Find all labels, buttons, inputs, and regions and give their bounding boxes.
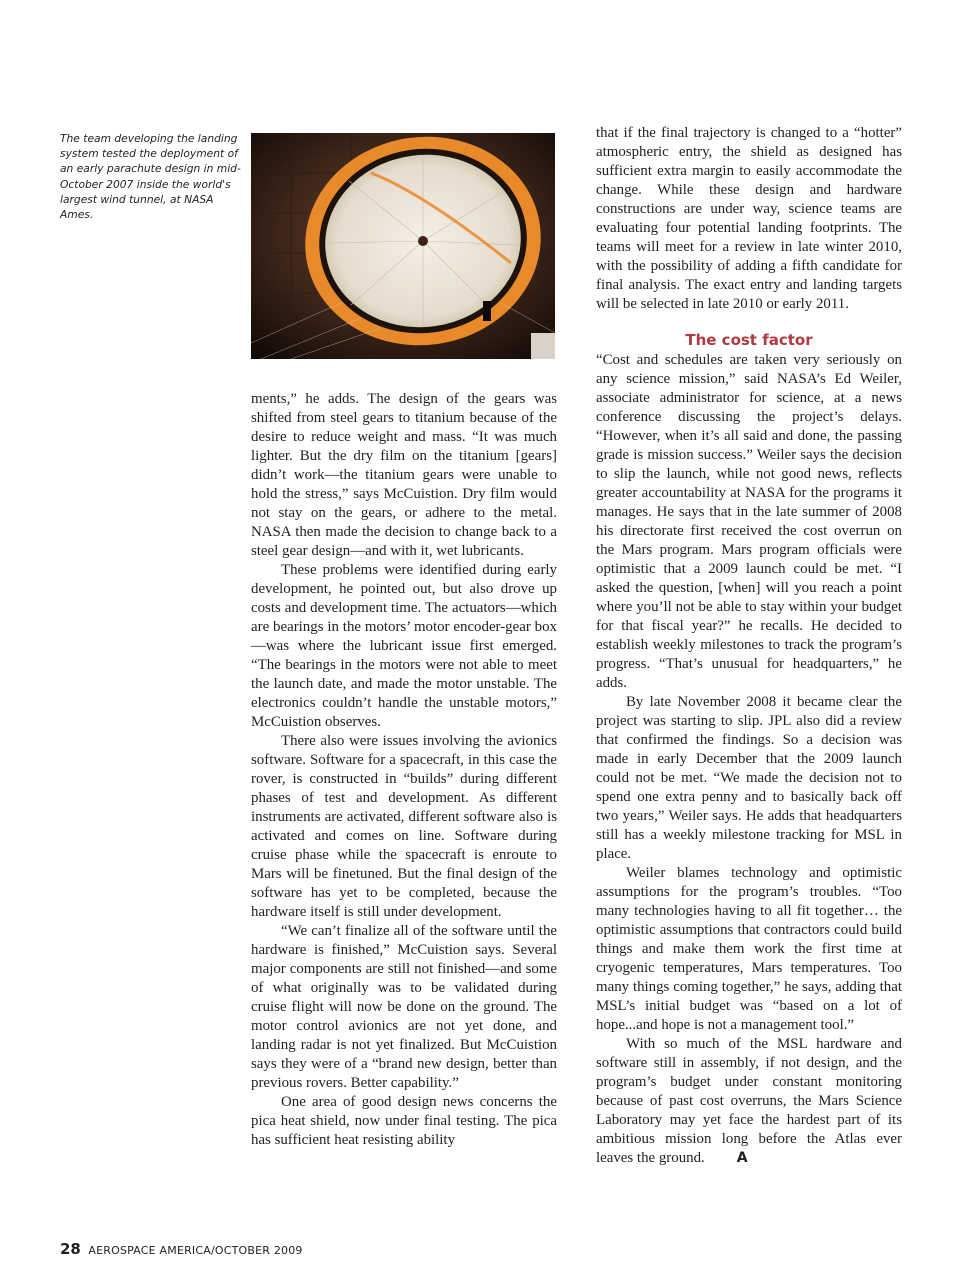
paragraph: One area of good design news concerns the pica heat shield, now under final testing. The pica has sufficient heat resisting ability: [251, 1094, 557, 1148]
paragraph: “We can’t finalize all of the software until the hardware is finished,” McCuistion says. Several major components are still not finished—and some of what originally was to be validated during cruise flight will now be done on the ground. The motor control avionics are not yet done, and landing radar is not yet finalized. But McCuistion says they were of a “brand new design, better than previous rovers. Better capability.”: [251, 923, 557, 1091]
paragraph: that if the final trajectory is changed to a “hotter” atmospheric entry, the shield as designed has sufficient extra margin to easily accommodate the change. While these design and hardware constructions are under way, science teams are evaluating four potential landing footprints. The teams will meet for a review in late winter 2010, with the possibility of adding a fifth candidate for final analysis. The exact entry and landing targets will be selected in late 2010 or early 2011.: [596, 125, 902, 312]
paragraph-final-text: With so much of the MSL hardware and software still in assembly, if not design, and the program’s budget under constant monitoring because of past cost overruns, the Mars Science Laboratory may yet face the hardest part of its ambitious mission long before the Atlas ever leaves the ground.: [596, 1036, 902, 1166]
paragraph-final: [596, 1035, 902, 1168]
paragraph: “Cost and schedules are taken very seriously on any science mission,” said NASA’s Ed Weiler, associate administrator for science, at a news conference discussing the project’s delays. “However, when it’s all said and done, the passing grade is mission success.” Weiler says the decision to slip the launch, while not good news, reflects greater accountability at NASA for the programs it manages. He says that in the late summer of 2008 his directorate first received the cost overrun on the Mars program. Mars program officials were optimistic that a 2009 launch could be met. “I asked the question, [when] will you reach a point where you’ll not be able to stay within your budget for that fiscal year?” he recalls. He decided to establish weekly milestones to track the program’s progress. “That’s unusual for headquarters,” he adds.: [596, 352, 902, 691]
paragraph: These problems were identified during early development, he pointed out, but also drove up costs and development time. The actuators—which are bearings in the motors’ motor encoder-gear box—was where the lubricant issue first emerged. “The bearings in the motors were not able to meet the launch date, and made the motor unstable. The electronics couldn’t handle the unstable motors,” McCuistion observes.: [251, 562, 557, 730]
paragraph: By late November 2008 it became clear the project was starting to slip. JPL also did a review that confirmed the findings. So a decision was made in early December that the 2009 launch could not be met. “We made the decision not to spend one extra penny and to basically back off two years,” Weiler says. He adds that headquarters still has a weekly milestone tracking for MSL in place.: [596, 694, 902, 862]
paragraph: There also were issues involving the avionics software. Software for a spacecraft, in this case the rover, is constructed in “builds” during different phases of test and development. As different instruments are activated, different software also is activated and comes on line. Software during cruise phase while the spacecraft is enroute to Mars will be finetuned. But the final design of the software has yet to be completed, because the hardware itself is still under development.: [251, 733, 557, 920]
article-column-right: [596, 124, 902, 1168]
paragraph: ments,” he adds. The design of the gears was shifted from steel gears to titanium because of the desire to reduce weight and mass. “It was much lighter. But the dry film on the titanium [gears] didn’t work—the titanium gears were unable to hold the stress,” says McCuistion. Dry film would not stay on the gears, or adhere to the metal. NASA then made the decision to change back to a steel gear design—and with it, wet lubricants.: [251, 391, 557, 559]
page-footer: [60, 1240, 303, 1258]
publication-name: AEROSPACE AMERICA/OCTOBER 2009: [88, 1244, 303, 1257]
page-number: 28: [60, 1240, 81, 1258]
parachute-photo: [251, 133, 555, 359]
end-mark-icon: A: [736, 1150, 748, 1166]
figure-caption: The team developing the landing system tested the deployment of an early parachute design in mid-October 2007 inside the world's largest wind tunnel, at NASA Ames.: [60, 132, 241, 222]
paragraph: Weiler blames technology and optimistic assumptions for the program’s troubles. “Too many technologies having to all fit together… the optimistic assumptions that contractors could build things and make them work the first time at cryogenic temperatures, Mars temperatures. Too many things coming together,” he says, adding that MSL’s initial budget was “based on a lot of hope...and hope is not a management tool.”: [596, 865, 902, 1033]
parachute-illustration: [251, 133, 555, 359]
section-subhead: The cost factor: [685, 331, 813, 349]
article-column-middle: [251, 390, 557, 1150]
